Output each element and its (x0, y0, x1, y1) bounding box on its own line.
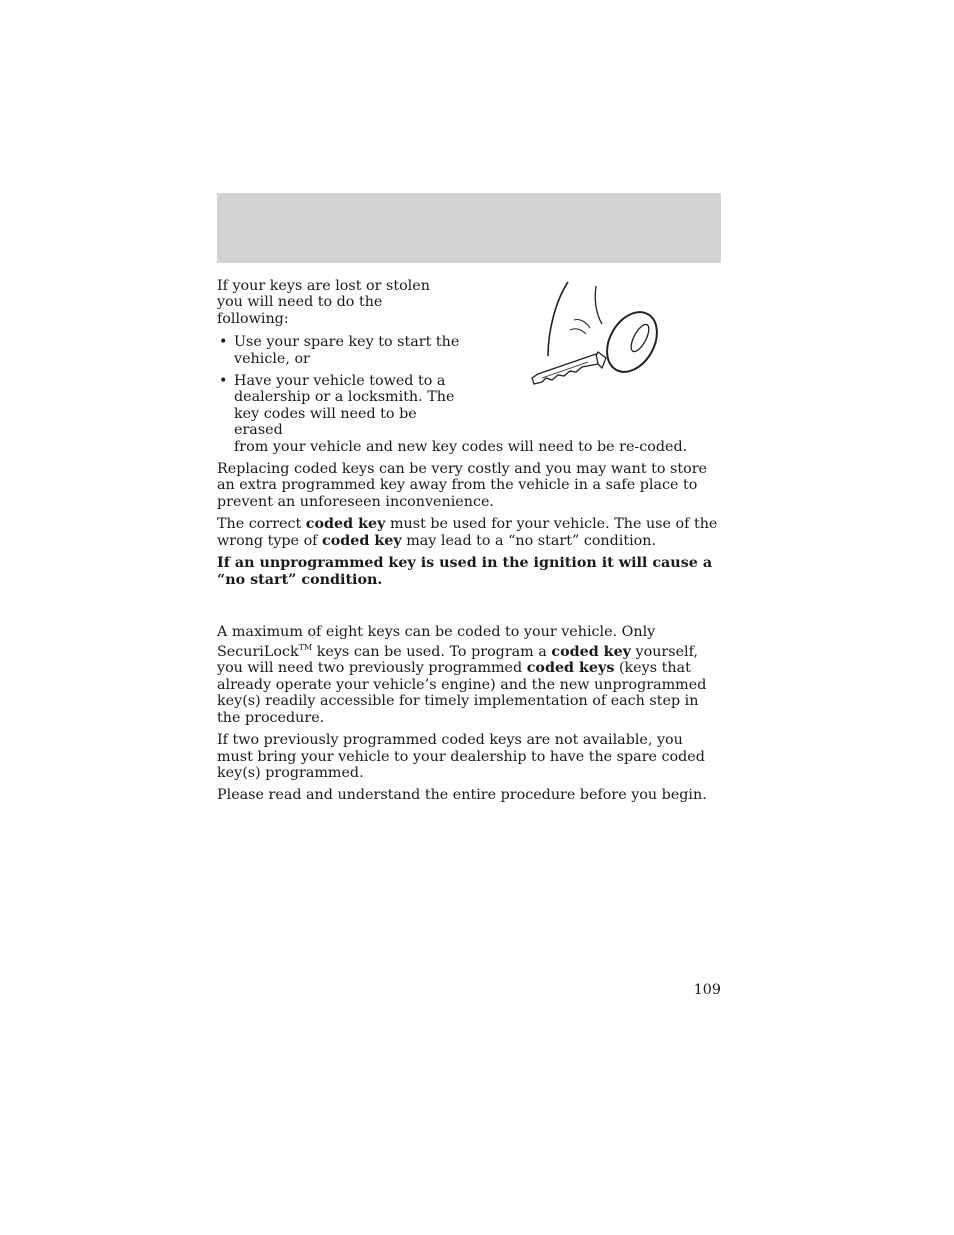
programming-paragraph: A maximum of eight keys can be coded to your vehicle. Only SecuriLock™ keys can be used. To program a coded key yourself, you will need two previously programmed coded keys (keys that already operate your vehicle’s engine) and the new unprogrammed key(s) readily accessible for timely implementation of each step in the procedure. (217, 623, 707, 726)
bullet-icon: • (219, 373, 228, 390)
replacing-keys-paragraph: Replacing coded keys can be very costly and you may want to store an extra programmed key away from the vehicle in a safe place to prevent an unforeseen inconvenience. (217, 461, 707, 510)
trademark-mark: TM (298, 643, 313, 653)
section-header-band (217, 193, 721, 263)
bullet-text: Use your spare key to start the vehicle, or (234, 334, 460, 367)
page-number: 109 (693, 982, 721, 998)
correct-key-paragraph: The correct coded key must be used for your vehicle. The use of the wrong type of coded key may lead to a “no start” condition. (217, 516, 718, 549)
unprogrammed-key-warning: If an unprogrammed key is used in the ignition it will cause a “no start” condition. (217, 555, 713, 588)
section-spacer (217, 594, 723, 624)
dealership-paragraph: If two previously programmed coded keys are not available, you must bring your vehicle to your dealership to have the spare coded key(s) programmed. (217, 732, 705, 781)
main-content (217, 278, 723, 810)
read-procedure-paragraph: Please read and understand the entire procedure before you begin. (217, 787, 707, 804)
lost-keys-intro: If your keys are lost or stolen you will need to do the following: (217, 278, 430, 327)
bullet-text-continued: from your vehicle and new key codes will need to be re-coded. (234, 438, 688, 455)
list-item (217, 373, 723, 455)
lost-keys-list (217, 334, 723, 455)
list-item (217, 334, 723, 367)
bullet-icon: • (219, 334, 228, 351)
bullet-text: Have your vehicle towed to a dealership or a locksmith. The key codes will need to be erased (234, 373, 455, 439)
